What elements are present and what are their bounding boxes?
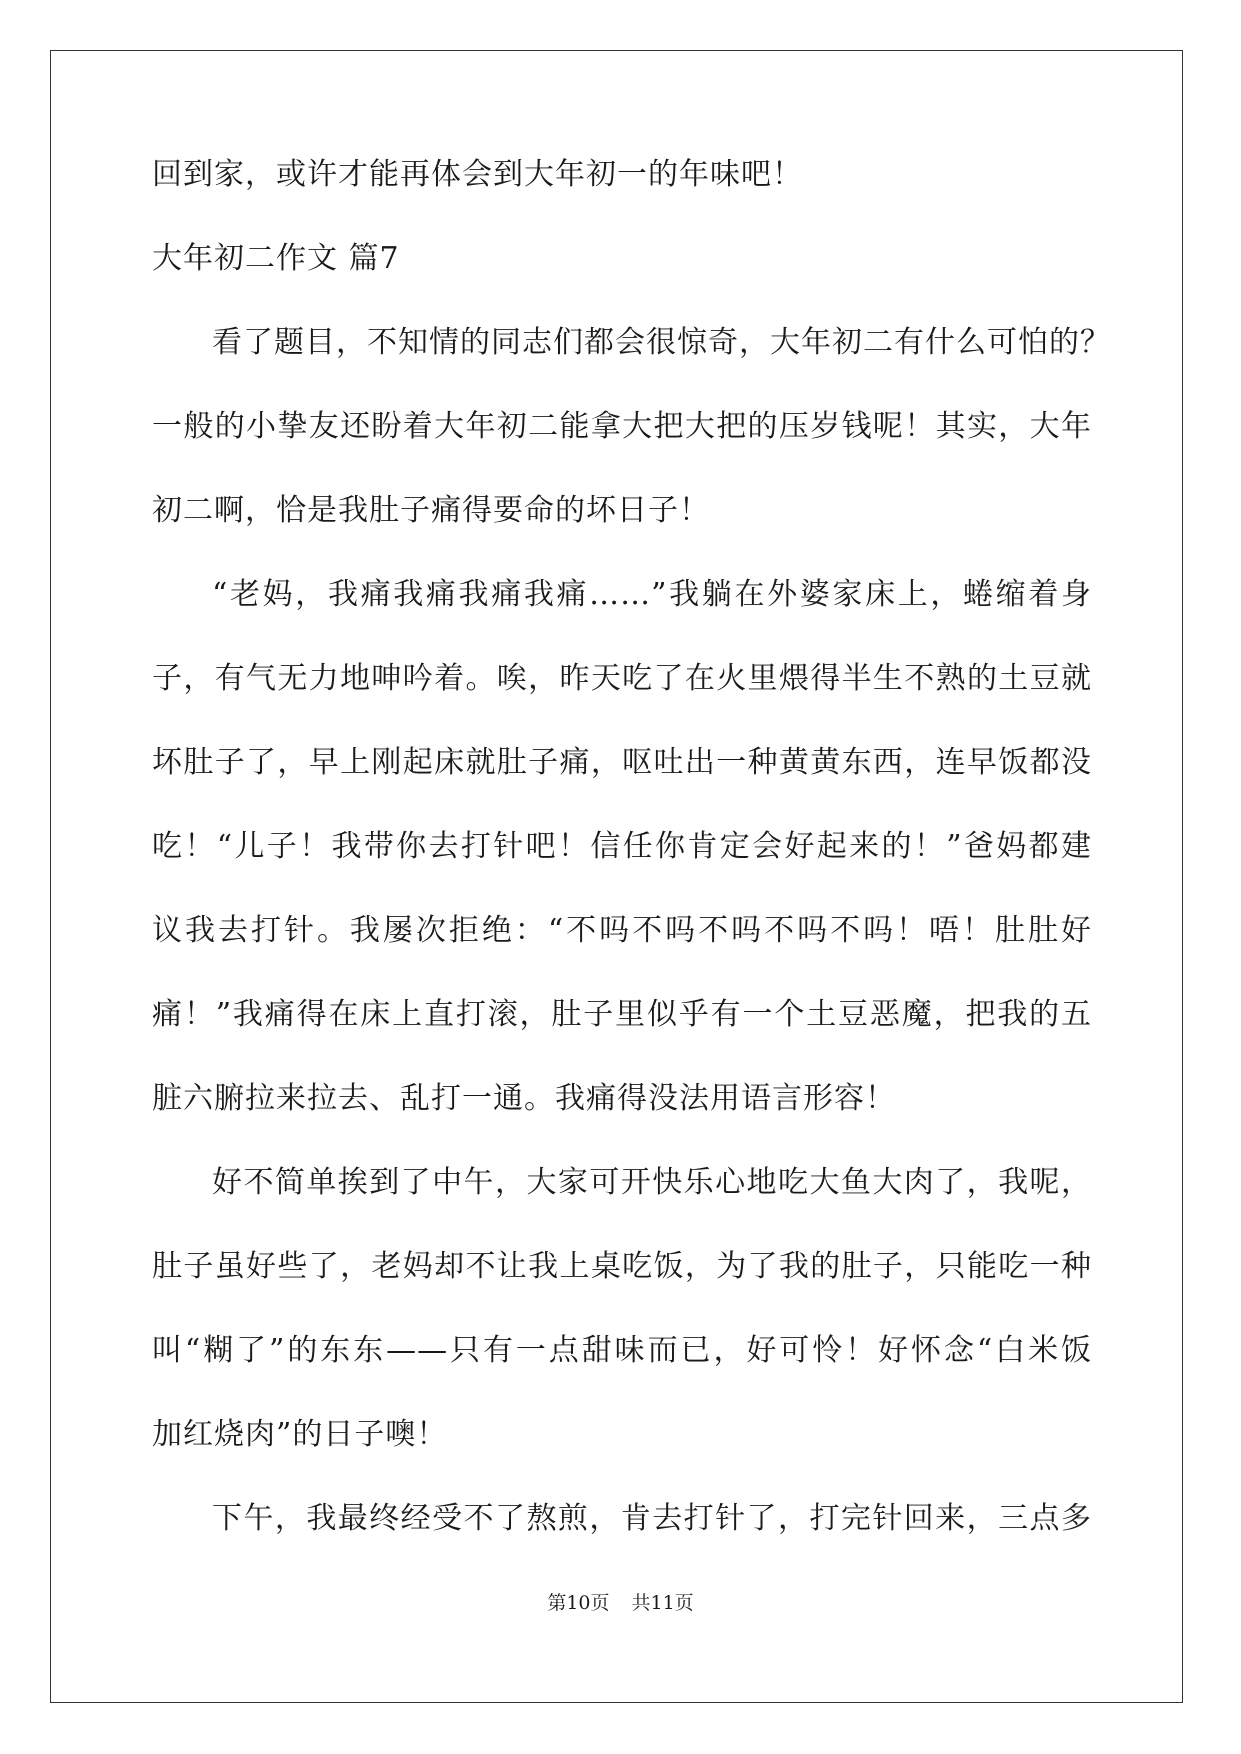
paragraph-line: “老妈，我痛我痛我痛我痛……”我躺在外婆家床上，蜷缩着身 [212,577,1092,612]
paragraph-line: 看了题目，不知情的同志们都会很惊奇，大年初二有什么可怕的？ [212,325,1111,360]
paragraph-line: 叫“糊了”的东东——只有一点甜味而已，好可怜！好怀念“白米饭 [152,1333,1092,1368]
paragraph-line: 痛！”我痛得在床上直打滚，肚子里似乎有一个土豆恶魔，把我的五 [152,997,1092,1032]
paragraph-line: 加红烧肉”的日子噢！ [152,1417,448,1452]
page-number: 第10页 [547,1592,610,1614]
paragraph-line: 子，有气无力地呻吟着。唉，昨天吃了在火里煨得半生不熟的土豆就 [152,661,1092,696]
paragraph-line: 吃！“儿子！我带你去打针吧！信任你肯定会好起来的！”爸妈都建 [152,829,1092,864]
paragraph-line: 初二啊，恰是我肚子痛得要命的坏日子！ [152,493,710,528]
paragraph-line: 下午，我最终经受不了熬煎，肯去打针了，打完针回来，三点多 [212,1501,1092,1536]
text-line: 回到家，或许才能再体会到大年初一的年味吧！ [152,157,803,192]
paragraph-line: 脏六腑拉来拉去、乱打一通。我痛得没法用语言形容！ [152,1081,896,1116]
page-total: 共11页 [631,1592,694,1614]
paragraph-line: 一般的小挚友还盼着大年初二能拿大把大把的压岁钱呢！其实，大年 [152,409,1092,444]
paragraph-line: 坏肚子了，早上刚起床就肚子痛，呕吐出一种黄黄东西，连早饭都没 [152,745,1092,780]
paragraph-line: 好不简单挨到了中午，大家可开快乐心地吃大鱼大肉了，我呢， [212,1165,1092,1200]
section-heading: 大年初二作文 篇7 [152,241,400,276]
paragraph-line: 肚子虽好些了，老妈却不让我上桌吃饭，为了我的肚子，只能吃一种 [152,1249,1092,1284]
document-body [152,157,1111,1536]
paragraph-line: 议我去打针。我屡次拒绝：“不吗不吗不吗不吗不吗！唔！肚肚好 [152,913,1092,948]
page-footer [0,1588,1241,1615]
